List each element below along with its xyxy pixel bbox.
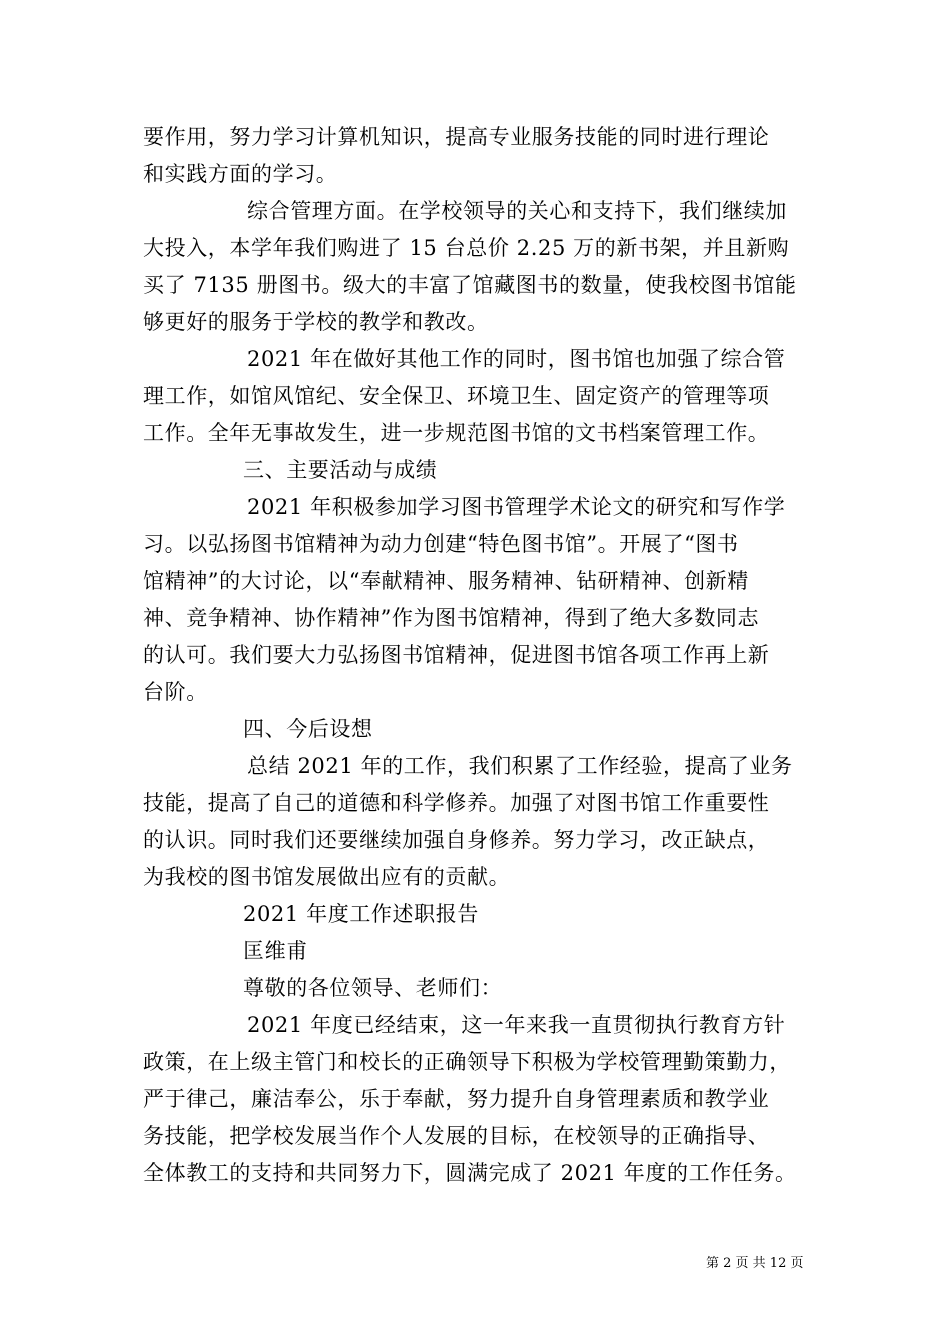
body-line: 务技能，把学校发展当作个人发展的目标，在校领导的正确指导、 [143,1124,770,1148]
body-line: 为我校的图书馆发展做出应有的贡献。 [143,865,511,889]
paragraph-first-line: 2021 年积极参加学习图书管理学术论文的研究和写作学 [247,495,786,519]
body-line: 台阶。 [143,680,208,704]
body-line: 理工作，如馆风馆纪、安全保卫、环境卫生、固定资产的管理等项 [143,384,770,408]
body-line: 的认可。我们要大力弘扬图书馆精神，促进图书馆各项工作再上新 [143,643,770,667]
paragraph-first-line: 综合管理方面。在学校领导的关心和支持下，我们继续加 [247,199,787,223]
body-line: 严于律己，廉洁奉公，乐于奉献，努力提升自身管理素质和教学业 [143,1087,770,1111]
body-line: 工作。全年无事故发生，进一步规范图书馆的文书档案管理工作。 [143,421,770,445]
body-line: 的认识。同时我们还要继续加强自身修养。努力学习，改正缺点， [143,828,770,852]
paragraph-first-line: 2021 年度已经结束，这一年来我一直贯彻执行教育方针 [247,1013,786,1037]
author-name: 匡维甫 [243,939,308,963]
body-line: 买了 7135 册图书。级大的丰富了馆藏图书的数量，使我校图书馆能 [143,273,797,297]
report-title: 2021 年度工作述职报告 [243,902,479,926]
paragraph-first-line: 总结 2021 年的工作，我们积累了工作经验，提高了业务 [247,754,793,778]
page-number-footer: 第 2 页 共 12 页 [706,1256,804,1271]
body-line: 技能，提高了自己的道德和科学修养。加强了对图书馆工作重要性 [143,791,770,815]
body-line: 神、竞争精神、协作精神”作为图书馆精神，得到了绝大多数同志 [143,606,760,630]
body-line: 要作用，努力学习计算机知识，提高专业服务技能的同时进行理论 [143,125,770,149]
body-line: 大投入，本学年我们购进了 15 台总价 2.25 万的新书架，并且新购 [143,236,790,260]
body-line: 够更好的服务于学校的教学和教改。 [143,310,489,334]
paragraph-first-line: 2021 年在做好其他工作的同时，图书馆也加强了综合管 [247,347,786,371]
body-line: 习。以弘扬图书馆精神为动力创建“特色图书馆”。开展了“图书 [143,532,739,556]
body-line: 全体教工的支持和共同努力下，圆满完成了 2021 年度的工作任务。 [143,1161,797,1185]
body-line: 政策，在上级主管门和校长的正确领导下积极为学校管理勤策勤力， [143,1050,791,1074]
salutation: 尊敬的各位领导、老师们： [243,976,503,1000]
body-line: 馆精神”的大讨论，以“奉献精神、服务精神、钻研精神、创新精 [143,569,749,593]
section-heading: 三、主要活动与成绩 [243,458,438,482]
section-heading: 四、今后设想 [243,717,373,741]
body-line: 和实践方面的学习。 [143,162,338,186]
